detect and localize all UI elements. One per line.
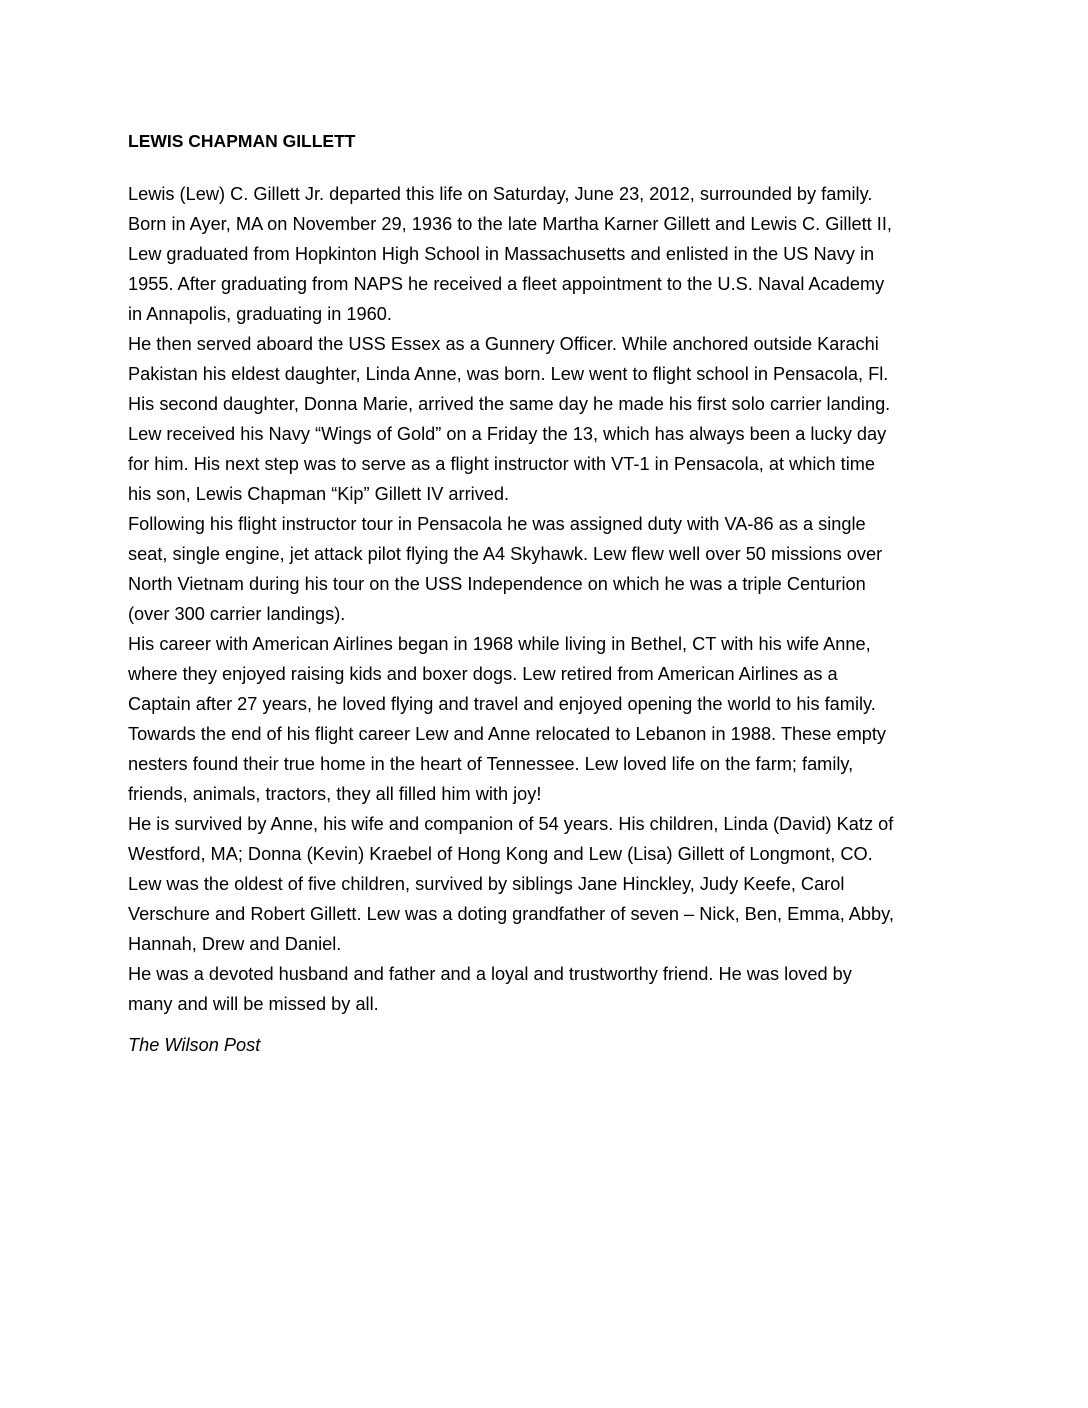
text-line: seat, single engine, jet attack pilot flying the A4 Skyhawk. Lew flew well over 50 missions over [128,544,883,564]
paragraph-navy-service [128,329,988,509]
page-title: LEWIS CHAPMAN GILLETT [128,131,356,151]
text-line: for him. His next step was to serve as a flight instructor with VT-1 in Pensacola, at which time [128,454,876,474]
text-line: Lew graduated from Hopkinton High School in Massachusetts and enlisted in the US Navy in [128,244,875,264]
text-line: He is survived by Anne, his wife and companion of 54 years. His children, Linda (David) Katz of [128,814,894,834]
text-line: 1955. After graduating from NAPS he received a fleet appointment to the U.S. Naval Academy [128,274,885,294]
text-line: He was a devoted husband and father and a loyal and trustworthy friend. He was loved by [128,964,852,984]
paragraph-combat-tour [128,509,988,629]
text-line: friends, animals, tractors, they all filled him with joy! [128,784,542,804]
text-line: He then served aboard the USS Essex as a Gunnery Officer. While anchored outside Karachi [128,334,879,354]
text-line: Lew received his Navy “Wings of Gold” on a Friday the 13, which has always been a lucky day [128,424,887,444]
paragraph-survivors [128,809,988,959]
text-line: his son, Lewis Chapman “Kip” Gillett IV arrived. [128,484,510,504]
source-credit: The Wilson Post [128,1035,261,1055]
paragraph-closing [128,959,988,1019]
text-line: in Annapolis, graduating in 1960. [128,304,392,324]
text-line: His second daughter, Donna Marie, arrived the same day he made his first solo carrier landing. [128,394,891,414]
text-line: where they enjoyed raising kids and boxer dogs. Lew retired from American Airlines as a [128,664,838,684]
paragraph-intro [128,179,988,329]
text-line: Hannah, Drew and Daniel. [128,934,342,954]
text-line: Lew was the oldest of five children, survived by siblings Jane Hinckley, Judy Keefe, Carol [128,874,845,894]
text-line: many and will be missed by all. [128,994,379,1014]
text-line: Born in Ayer, MA on November 29, 1936 to the late Martha Karner Gillett and Lewis C. Gillett II, [128,214,892,234]
text-line: Verschure and Robert Gillett. Lew was a doting grandfather of seven – Nick, Ben, Emma, Abby, [128,904,894,924]
document-page [128,126,988,1060]
obituary-body [128,179,988,1019]
text-line: Westford, MA; Donna (Kevin) Kraebel of Hong Kong and Lew (Lisa) Gillett of Longmont, CO. [128,844,873,864]
text-line: Following his flight instructor tour in Pensacola he was assigned duty with VA-86 as a single [128,514,866,534]
text-line: Lewis (Lew) C. Gillett Jr. departed this life on Saturday, June 23, 2012, surrounded by family. [128,184,873,204]
paragraph-airline-career [128,629,988,809]
text-line: Captain after 27 years, he loved flying and travel and enjoyed opening the world to his family. [128,694,876,714]
text-line: His career with American Airlines began in 1968 while living in Bethel, CT with his wife Anne, [128,634,871,654]
text-line: Towards the end of his flight career Lew and Anne relocated to Lebanon in 1988. These empty [128,724,886,744]
text-line: North Vietnam during his tour on the USS Independence on which he was a triple Centurion [128,574,866,594]
text-line: nesters found their true home in the heart of Tennessee. Lew loved life on the farm; family, [128,754,854,774]
text-line: (over 300 carrier landings). [128,604,346,624]
text-line: Pakistan his eldest daughter, Linda Anne, was born. Lew went to flight school in Pensacola, Fl. [128,364,889,384]
